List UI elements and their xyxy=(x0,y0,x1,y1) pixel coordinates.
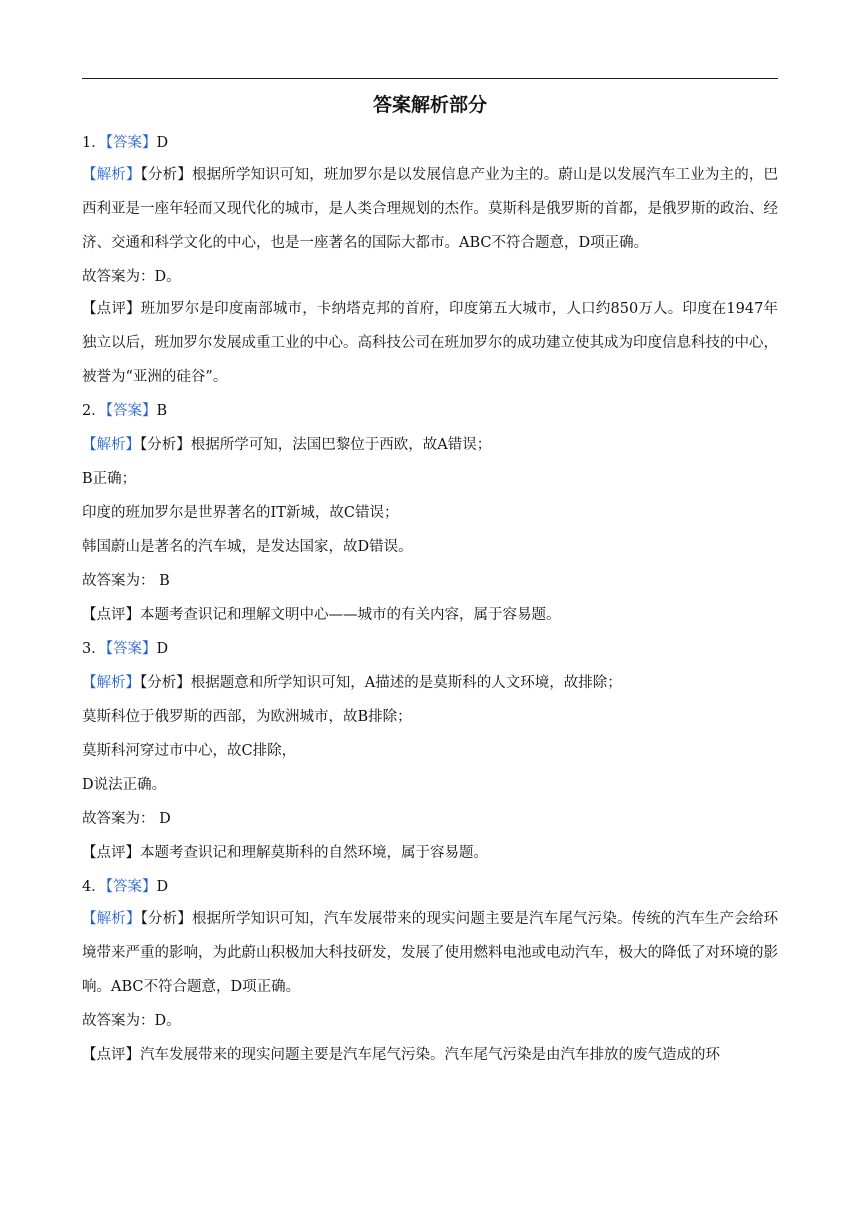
q1-comment-text: 班加罗尔是印度南部城市，卡纳塔克邦的首府，印度第五大城市，人口约850万人。印度在1947年独立以后，班加罗尔发展成重工业的中心。高科技公司在班加罗尔的成功建立使其成为印度信息科技的中心，被誉为“亚洲的硅谷”。 xyxy=(82,301,779,385)
answer-tag: 【答案】 xyxy=(105,135,157,151)
q3-answer: D xyxy=(156,641,169,657)
q1-number: 1． xyxy=(82,135,106,151)
dianping-tag: 【点评】 xyxy=(82,845,140,861)
q3-number: 3． xyxy=(82,641,106,657)
dianping-tag: 【点评】 xyxy=(82,1047,140,1063)
q2-line3: 印度的班加罗尔是世界著名的IT新城，故C错误； xyxy=(82,505,399,521)
q2-number: 2． xyxy=(82,403,106,419)
jiexi-tag: 【解析】 xyxy=(82,675,140,691)
answer-content xyxy=(82,130,778,1076)
jiexi-tag: 【解析】 xyxy=(82,911,141,927)
q2-comment xyxy=(82,602,778,636)
q3-analysis xyxy=(82,670,778,704)
q2-analysis xyxy=(82,432,778,466)
q4-comment-text: 汽车发展带来的现实问题主要是汽车尾气污染。汽车尾气污染是由汽车排放的废气造成的环 xyxy=(140,1047,720,1063)
q4-answer: D xyxy=(156,879,169,895)
fenxi-tag: 【分析】 xyxy=(140,911,192,927)
fenxi-tag: 【分析】 xyxy=(140,437,191,453)
q3-comment-text: 本题考查识记和理解莫斯科的自然环境，属于容易题。 xyxy=(140,845,488,861)
q2-line2: B正确； xyxy=(82,471,137,487)
q3-line4: D说法正确。 xyxy=(82,777,167,793)
answer-tag: 【答案】 xyxy=(105,879,157,895)
q1-analysis xyxy=(82,158,778,260)
q2-final: 故答案为： B xyxy=(82,573,170,589)
q2-answer-line xyxy=(82,398,778,432)
q3-answer-line xyxy=(82,636,778,670)
header-rule xyxy=(82,78,778,79)
q4-comment xyxy=(82,1042,778,1076)
q4-number: 4． xyxy=(82,879,106,895)
q2-answer: B xyxy=(156,403,168,419)
jiexi-tag: 【解析】 xyxy=(82,167,141,183)
q3-final: 故答案为： D xyxy=(82,811,171,827)
dianping-tag: 【点评】 xyxy=(82,607,140,623)
answer-tag: 【答案】 xyxy=(105,403,157,419)
q3-line2: 莫斯科位于俄罗斯的西部，为欧洲城市，故B排除； xyxy=(82,709,412,725)
q1-comment xyxy=(82,292,778,394)
q4-final: 故答案为：D。 xyxy=(82,1013,181,1029)
q3-comment xyxy=(82,840,778,874)
q3-line3: 莫斯科河穿过市中心，故C排除， xyxy=(82,743,297,759)
q2-analysis-text: 根据所学可知，法国巴黎位于西欧，故A错误； xyxy=(190,437,492,453)
jiexi-tag: 【解析】 xyxy=(82,437,140,453)
q1-analysis-text: 根据所学知识可知，班加罗尔是以发展信息产业为主的。蔚山是以发展汽车工业为主的，巴西利亚是一座年轻而又现代化的城市，是人类合理规划的杰作。莫斯科是俄罗斯的首都，是俄罗斯的政治、经济、交通和科学文化的中心，也是一座著名的国际大都市。ABC不符合题意，D项正确。 xyxy=(82,167,779,251)
dianping-tag: 【点评】 xyxy=(82,301,141,317)
page-title: 答案解析部分 xyxy=(372,94,487,116)
q1-final: 故答案为：D。 xyxy=(82,269,181,285)
q2-line4: 韩国蔚山是著名的汽车城，是发达国家，故D错误。 xyxy=(82,539,413,555)
q4-analysis xyxy=(82,902,778,1004)
fenxi-tag: 【分析】 xyxy=(140,167,192,183)
q1-answer: D xyxy=(156,135,169,151)
answer-tag: 【答案】 xyxy=(105,641,157,657)
q2-comment-text: 本题考查识记和理解文明中心——城市的有关内容，属于容易题。 xyxy=(140,607,561,623)
fenxi-tag: 【分析】 xyxy=(140,675,191,691)
q4-analysis-text: 根据所学知识可知，汽车发展带来的现实问题主要是汽车尾气污染。传统的汽车生产会给环境带来严重的影响，为此蔚山积极加大科技研发，发展了使用燃料电池或电动汽车，极大的降低了对环境的影响。ABC不符合题意，D项正确。 xyxy=(82,911,779,995)
q3-analysis-text: 根据题意和所学知识可知，A描述的是莫斯科的人文环境，故排除； xyxy=(190,675,622,691)
